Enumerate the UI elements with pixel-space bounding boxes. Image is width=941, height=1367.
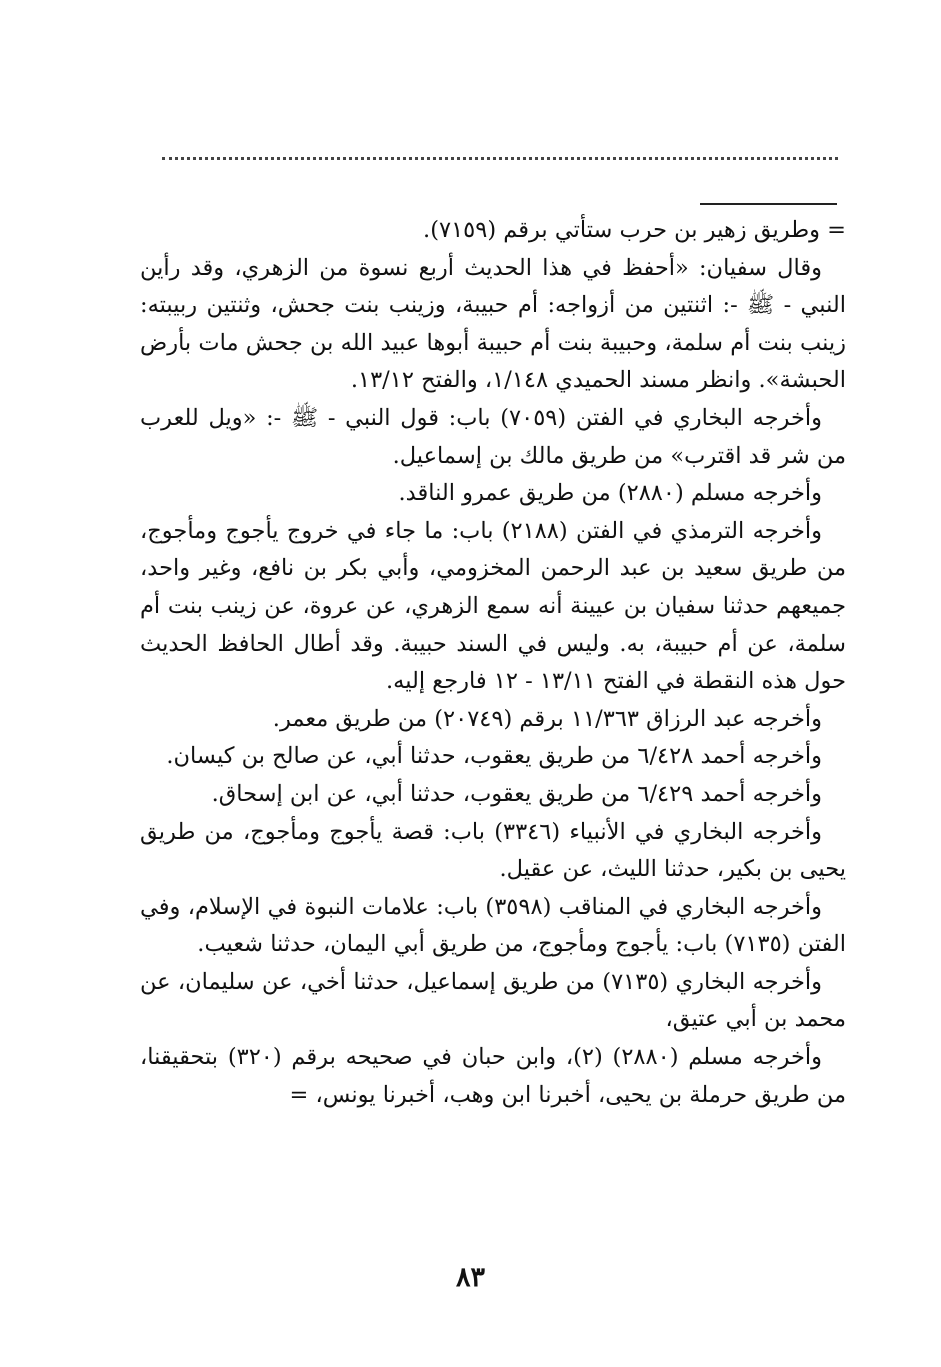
- dotted-separator: [162, 157, 838, 160]
- footnote-paragraph-bukhari-manaqib: وأخرجه البخاري في المناقب (٣٥٩٨) باب: علامات النبوة في الإسلام، وفي الفتن (٧١٣٥) باب: يأجوج ومأجوج، من طريق أبي اليمان، حدثنا شعيب.: [140, 893, 846, 958]
- footnote-paragraph-muslim-ibn-hibban: وأخرجه مسلم (٢٨٨٠) (٢)، وابن حبان في صحيحه برقم (٣٢٠) بتحقيقنا، من طريق حرملة بن يحيى، أخبرنا ابن وهب، أخبرنا يونس، =: [140, 1044, 846, 1108]
- footnote-paragraph-tirmidhi: وأخرجه الترمذي في الفتن (٢١٨٨) باب: ما جاء في خروج يأجوج ومأجوج، من طريق سعيد بن عبد الرحمن المخزومي، وأبي بكر بن نافع، وغير واحد، جميعهم حدثنا سفيان بن عيينة أنه سمع الزهري، عن عروة، عن زينب بنت أم سلمة، عن أم حبيبة، به. وليس في السند حبيبة. وقد أطال الحافظ الحديث حول هذه النقطة في الفتح ١٣/١١ - ١٢ فارجع إليه.: [140, 517, 846, 695]
- footnote-paragraph-ahmad-2: وأخرجه أحمد ٦/٤٢٩ من طريق يعقوب، حدثنا أبي، عن ابن إسحاق.: [211, 780, 822, 807]
- footnote-paragraph-bukhari-anbiya: وأخرجه البخاري في الأنبياء (٣٣٤٦) باب: قصة يأجوج ومأجوج، من طريق يحيى بن بكير، حدثنا الليث، عن عقيل.: [140, 818, 846, 883]
- footnote-paragraph-bukhari-fitan: وأخرجه البخاري في الفتن (٧٠٥٩) باب: قول النبي - ﷺ -: «ويل للعرب من شر قد اقترب» من طريق مالك بن إسماعيل.: [140, 404, 846, 469]
- footnote-paragraph-continuation: = وطريق زهير بن حرب ستأتي برقم (٧١٥٩).: [423, 217, 846, 243]
- footnote-paragraph-sufyan: وقال سفيان: «أحفظ في هذا الحديث أربع نسوة من الزهري، وقد رأين النبي - ﷺ -: اثنتين من أزواجه: أم حبيبة، وزينب بنت جحش، وثنتين ربيبته: زينب بنت أم سلمة، وحبيبة بنت أم حبيبة أبوها عبيد الله بن جحش مات بأرض الحبشة». وانظر مسند الحميدي ١/١٤٨، والفتح ١٣/١٢.: [140, 254, 846, 394]
- footnote-separator-line: [700, 203, 837, 205]
- footnote-paragraph-bukhari-7135: وأخرجه البخاري (٧١٣٥) من طريق إسماعيل، حدثنا أخي، عن سليمان، عن محمد بن أبي عتيق،: [140, 968, 846, 1033]
- page-number: ٨٣: [455, 1262, 485, 1293]
- footnotes-block: [140, 212, 846, 1114]
- footnote-paragraph-muslim: وأخرجه مسلم (٢٨٨٠) من طريق عمرو الناقد.: [398, 480, 822, 507]
- footnote-paragraph-ahmad-1: وأخرجه أحمد ٦/٤٢٨ من طريق يعقوب، حدثنا أبي، عن صالح بن كيسان.: [166, 743, 822, 770]
- footnote-paragraph-abdurrazzaq: وأخرجه عبد الرزاق ١١/٣٦٣ برقم (٢٠٧٤٩) من طريق معمر.: [272, 705, 822, 732]
